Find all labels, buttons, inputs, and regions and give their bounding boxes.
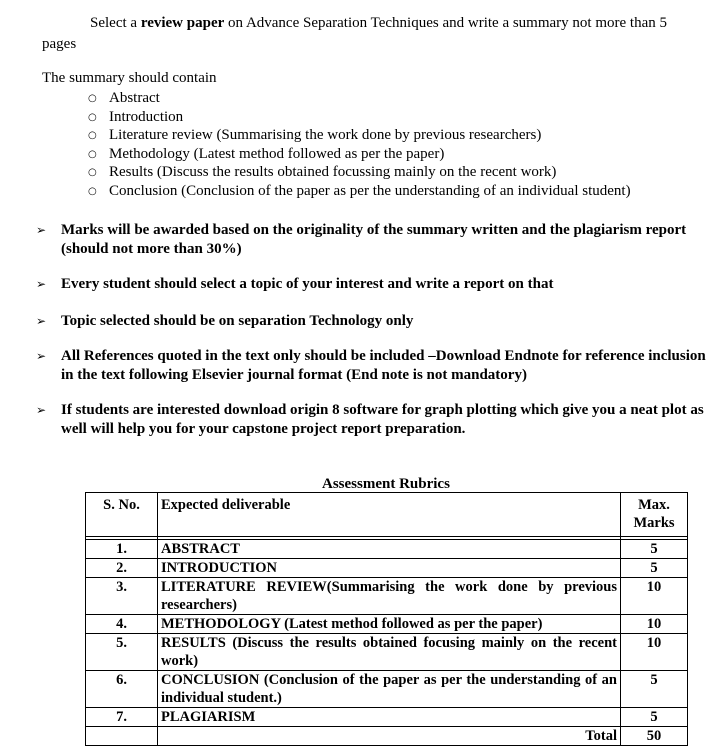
summary-item: [88, 89, 631, 108]
row-sno: 1.: [86, 540, 158, 559]
table-row: [86, 708, 688, 727]
arrow-bullet-icon: ➢: [36, 277, 47, 291]
instruction-bullet: [36, 401, 716, 438]
total-value: 50: [621, 727, 688, 746]
circle-bullet-icon: ○: [88, 93, 97, 104]
arrow-bullet-icon: ➢: [36, 349, 47, 363]
summary-item: [88, 182, 631, 201]
summary-item: [88, 163, 631, 182]
instruction-text: All References quoted in the text only should be included –Download Endnote for reference inclusion in the text following Elsevier journal format (End note is not mandatory): [61, 348, 706, 383]
table-row: [86, 559, 688, 578]
instruction-text: If students are interested download origin 8 software for graph plotting which give you a neat plot as well will help you for your capstone project report preparation.: [61, 402, 704, 437]
summary-heading: The summary should contain: [42, 70, 217, 86]
instruction-bullet: [36, 275, 716, 294]
row-sno: 5.: [86, 634, 158, 671]
row-marks: 10: [621, 615, 688, 634]
instruction-bullet: [36, 347, 716, 384]
row-marks: 10: [621, 634, 688, 671]
table-row: [86, 615, 688, 634]
row-deliverable: ABSTRACT: [158, 540, 621, 559]
intro-text-post: on Advance Separation Techniques and write a summary not more than 5: [224, 15, 667, 31]
arrow-bullet-icon: ➢: [36, 403, 47, 417]
row-marks: 5: [621, 540, 688, 559]
instruction-bullet: [36, 312, 716, 331]
instruction-text: Topic selected should be on separation Technology only: [61, 313, 414, 329]
circle-bullet-icon: ○: [88, 167, 97, 179]
summary-item-text: Conclusion (Conclusion of the paper as per the understanding of an individual student): [109, 182, 631, 199]
row-sno: 7.: [86, 708, 158, 727]
row-deliverable: CONCLUSION (Conclusion of the paper as per the understanding of an individual student.): [158, 671, 621, 708]
intro-line: [90, 15, 667, 32]
circle-bullet-icon: ○: [88, 130, 97, 142]
row-marks: 10: [621, 578, 688, 615]
row-sno: 2.: [86, 559, 158, 578]
summary-item-text: Literature review (Summarising the work done by previous researchers): [109, 127, 542, 144]
header-sno: S. No.: [86, 493, 158, 537]
summary-item-text: Abstract: [109, 90, 160, 106]
circle-bullet-icon: ○: [88, 148, 97, 160]
table-header-row: [86, 493, 688, 537]
circle-bullet-icon: ○: [88, 111, 97, 123]
row-marks: 5: [621, 559, 688, 578]
arrow-bullet-icon: ➢: [36, 314, 47, 328]
summary-list: [88, 89, 631, 201]
intro-text-bold: review paper: [140, 15, 225, 31]
summary-item: [88, 108, 631, 127]
summary-item-text: Introduction: [109, 108, 184, 125]
summary-item: [88, 145, 631, 164]
arrow-bullet-icon: ➢: [36, 223, 47, 237]
row-marks: 5: [621, 671, 688, 708]
row-deliverable: RESULTS (Discuss the results obtained focusing mainly on the recent work): [158, 634, 621, 671]
row-deliverable: PLAGIARISM: [158, 708, 621, 727]
summary-item: [88, 126, 631, 145]
instruction-text: Every student should select a topic of your interest and write a report on that: [61, 276, 554, 292]
row-sno: 6.: [86, 671, 158, 708]
row-deliverable: METHODOLOGY (Latest method followed as per the paper): [158, 615, 621, 634]
instruction-text: Marks will be awarded based on the originality of the summary written and the plagiarism report (should not more than 30%): [61, 222, 687, 257]
rubric-table: [85, 492, 688, 746]
total-label: Total: [158, 727, 621, 746]
header-marks: Max. Marks: [621, 493, 688, 537]
header-deliverable: Expected deliverable: [158, 493, 621, 537]
instruction-bullet: [36, 221, 716, 258]
intro-text-pre: Select a: [90, 15, 141, 31]
rubric-caption: Assessment Rubrics: [322, 476, 450, 492]
table-row: [86, 540, 688, 559]
table-row: [86, 671, 688, 708]
summary-item-text: Results (Discuss the results obtained focussing mainly on the recent work): [109, 164, 557, 181]
summary-item-text: Methodology (Latest method followed as per the paper): [109, 145, 445, 162]
table-total-row: [86, 727, 688, 746]
row-deliverable: LITERATURE REVIEW(Summarising the work done by previous researchers): [158, 578, 621, 615]
table-row: [86, 578, 688, 615]
table-row: [86, 634, 688, 671]
total-empty-cell: [86, 727, 158, 746]
row-deliverable: INTRODUCTION: [158, 559, 621, 578]
circle-bullet-icon: ○: [88, 185, 97, 197]
row-sno: 3.: [86, 578, 158, 615]
row-sno: 4.: [86, 615, 158, 634]
intro-line-continued: pages: [42, 36, 77, 52]
row-marks: 5: [621, 708, 688, 727]
